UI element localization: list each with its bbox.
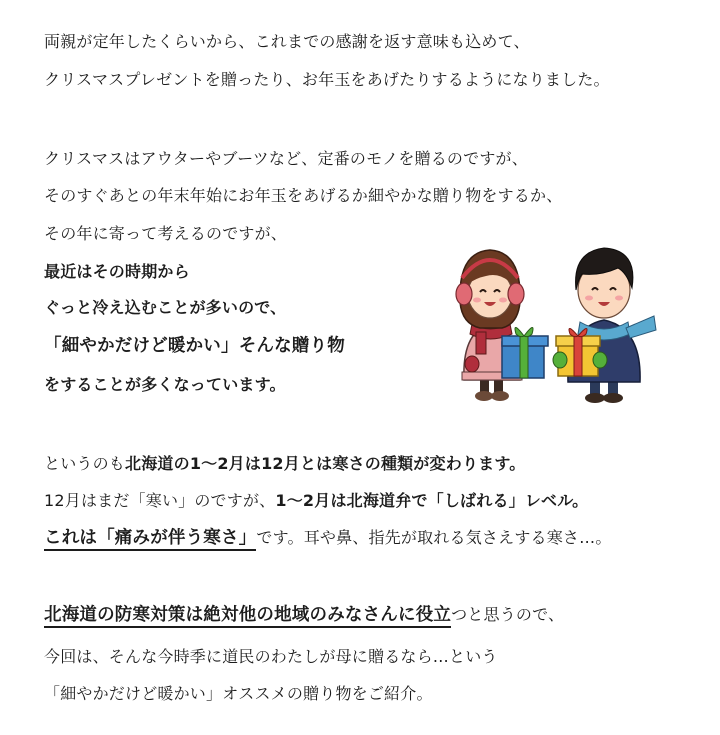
text-segment: つと思うので、 bbox=[451, 605, 565, 624]
gift-exchange-couple-illustration bbox=[450, 232, 660, 404]
text-line-bold: 最近はその時期から bbox=[44, 262, 190, 281]
text-line-bold: をすることが多くなっています。 bbox=[44, 375, 286, 394]
text-line: クリスマスプレゼントを贈ったり、お年玉をあげたりするようになりました。 bbox=[44, 70, 610, 89]
text-line bbox=[44, 491, 588, 511]
text-line-bold: ぐっと冷え込むことが多いので、 bbox=[44, 298, 287, 317]
text-segment-bold-underlined: これは「痛みが伴う寒さ」 bbox=[44, 528, 256, 551]
text-line: その年に寄って考えるのですが、 bbox=[44, 224, 288, 243]
text-line bbox=[44, 605, 564, 625]
text-line bbox=[44, 454, 525, 474]
text-line: 「細やかだけど暖かい」オススメの贈り物をご紹介。 bbox=[44, 684, 433, 703]
text-segment: というのも bbox=[44, 454, 126, 473]
text-line: 今回は、そんな今時季に道民のわたしが母に贈るなら…という bbox=[44, 647, 498, 666]
text-line: クリスマスはアウターやブーツなど、定番のモノを贈るのですが、 bbox=[44, 149, 528, 168]
text-segment-bold-underlined: 北海道の防寒対策は絶対他の地域のみなさんに役立 bbox=[44, 605, 451, 628]
text-segment: です。耳や鼻、指先が取れる気さえする寒さ…。 bbox=[256, 528, 612, 547]
text-segment: 12月はまだ「寒い」のですが、 bbox=[44, 491, 276, 510]
text-line: 両親が定年したくらいから、これまでの感謝を返す意味も込めて、 bbox=[44, 32, 530, 51]
text-segment-bold: 1〜2月は北海道弁で「しばれる」レベル。 bbox=[275, 491, 589, 510]
man-figure bbox=[568, 248, 656, 403]
text-line-bold: 「細やかだけど暖かい」そんな贈り物 bbox=[44, 336, 345, 356]
text-segment-bold: 北海道の1〜2月は12月とは寒さの種類が変わります。 bbox=[125, 454, 526, 473]
text-line: そのすぐあとの年末年始にお年玉をあげるか細やかな贈り物をするか、 bbox=[44, 186, 563, 205]
text-line bbox=[44, 528, 612, 548]
